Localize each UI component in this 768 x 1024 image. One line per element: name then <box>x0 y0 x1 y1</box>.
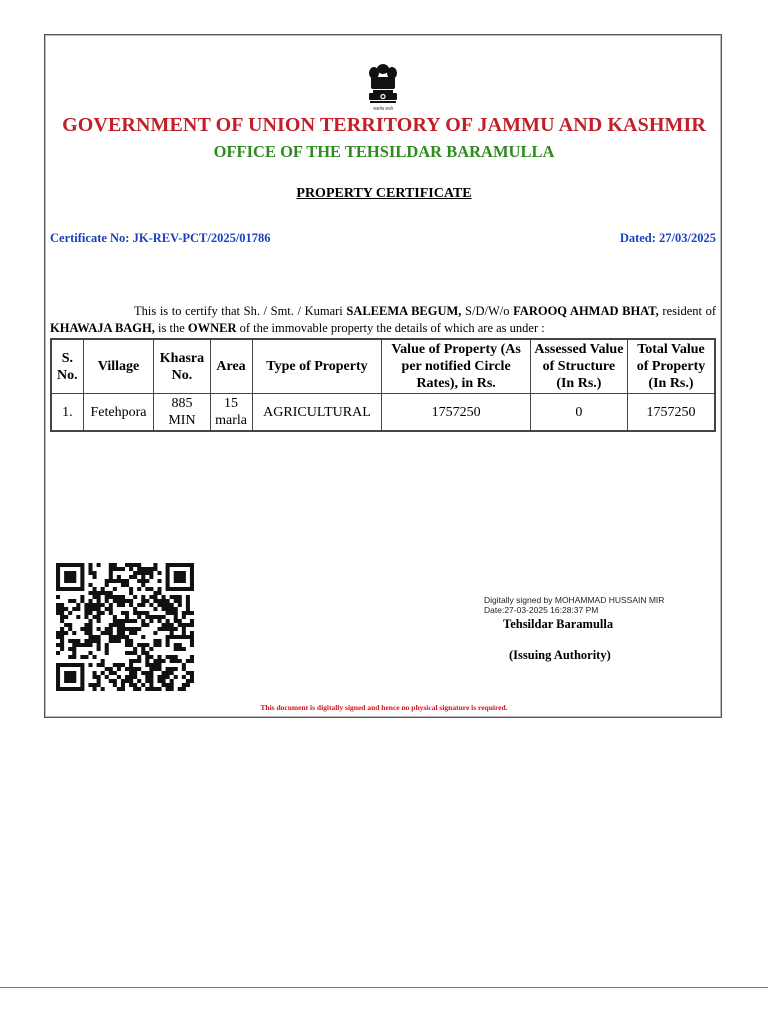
header-area: Area <box>210 339 252 394</box>
document-title: PROPERTY CERTIFICATE <box>296 186 472 201</box>
statement-intro: This is to certify that Sh. / Smt. / Kumari <box>134 303 347 318</box>
statement-relation: S/D/W/o <box>461 303 514 318</box>
header-sno: S. No. <box>51 339 83 394</box>
digital-signature-details <box>484 595 664 615</box>
signed-date-text: Date:27-03-2025 16:28:37 PM <box>484 605 599 615</box>
cell-total: 1757250 <box>627 394 715 432</box>
header-type: Type of Property <box>252 339 382 394</box>
header-village: Village <box>83 339 154 394</box>
statement-resident: resident of <box>658 303 716 318</box>
digital-signature-note: This document is digitally signed and hence no physical signature is required. <box>260 703 508 712</box>
statement-is-the: is the <box>154 320 188 335</box>
header-khasra: Khasra No. <box>154 339 210 394</box>
certification-statement <box>50 303 716 337</box>
cell-area: 15 marla <box>210 394 252 432</box>
cell-value: 1757250 <box>382 394 530 432</box>
qr-code-icon <box>56 563 194 691</box>
residence-name: KHAWAJA BAGH, <box>50 320 155 335</box>
property-table <box>50 338 716 432</box>
government-title: GOVERNMENT OF UNION TERRITORY OF JAMMU AND KASHMIR <box>62 114 706 136</box>
issuing-authority: (Issuing Authority) <box>509 648 611 662</box>
table-header-row <box>51 339 715 394</box>
certificate-date: Dated: 27/03/2025 <box>619 231 716 245</box>
owner-role: OWNER <box>187 320 237 335</box>
statement-tail: of the immovable property the details of which are as under : <box>236 320 545 335</box>
signing-office: Tehsildar Baramulla <box>503 617 614 631</box>
cell-type: AGRICULTURAL <box>252 394 382 432</box>
header-value: Value of Property (As per notified Circle Rates), in Rs. <box>382 339 530 394</box>
owner-name: SALEEMA BEGUM, <box>346 303 462 318</box>
guardian-name: FAROOQ AHMAD BHAT, <box>513 303 659 318</box>
cell-sno: 1. <box>51 394 83 432</box>
signed-by-text: Digitally signed by MOHAMMAD HUSSAIN MIR <box>484 595 665 605</box>
table-row <box>51 394 715 432</box>
cell-khasra: 885 MIN <box>154 394 210 432</box>
cell-assessed: 0 <box>530 394 627 432</box>
national-emblem-icon <box>362 60 404 112</box>
header-total: Total Value of Property (In Rs.) <box>627 339 715 394</box>
page-divider <box>0 987 768 988</box>
cell-village: Fetehpora <box>83 394 154 432</box>
certificate-number: Certificate No: JK-REV-PCT/2025/01786 <box>50 231 271 245</box>
emblem-caption: सत्यमेव जयते <box>373 106 393 111</box>
office-title: OFFICE OF THE TEHSILDAR BARAMULLA <box>213 142 555 161</box>
header-assessed: Assessed Value of Structure (In Rs.) <box>530 339 627 394</box>
